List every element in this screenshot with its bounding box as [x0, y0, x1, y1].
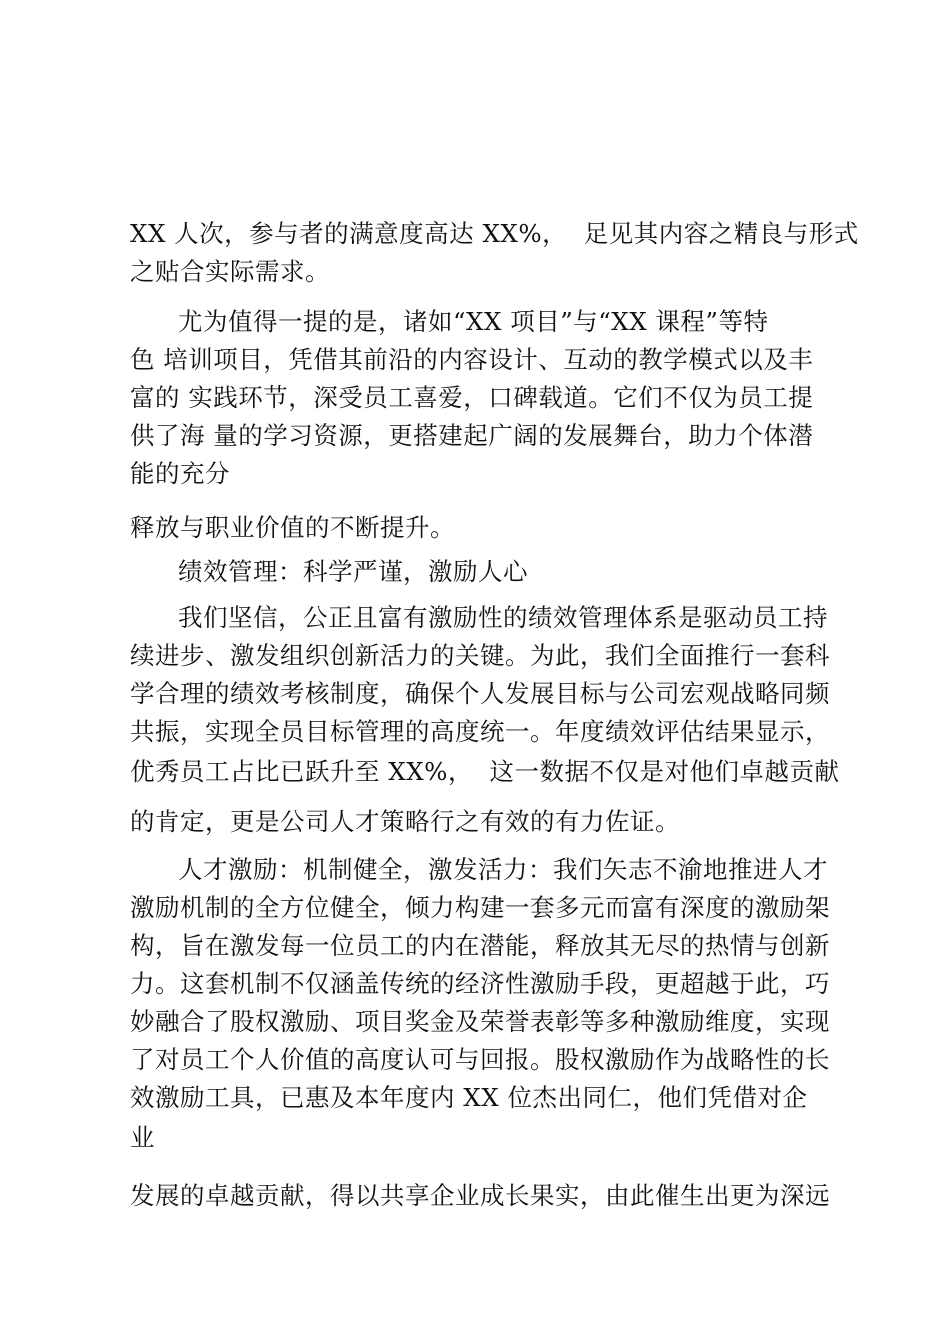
text-line: 效激励工具，已惠及本年度内 XX 位杰出同仁，他们凭借对企	[130, 1083, 808, 1112]
text-line: 学合理的绩效考核制度，确保个人发展目标与公司宏观战略同频	[130, 679, 830, 708]
text-line: 共振，实现全员目标管理的高度统一。年度绩效评估结果显示，	[130, 717, 830, 746]
section-heading: 绩效管理：科学严谨，激励人心	[178, 557, 528, 586]
text-line: 业	[130, 1123, 155, 1152]
text-line: 续进步、激发组织创新活力的关键。为此，我们全面推行一套科	[130, 641, 830, 670]
text-line: 了对员工个人价值的高度认可与回报。股权激励作为战略性的长	[130, 1045, 830, 1074]
text-line: 妙融合了股权激励、项目奖金及荣誉表彰等多种激励维度，实现	[130, 1007, 830, 1036]
text-line: 我们坚信，公正且富有激励性的绩效管理体系是驱动员工持	[178, 603, 828, 632]
text-line: 发展的卓越贡献，得以共享企业成长果实，由此催生出更为深远	[130, 1181, 830, 1210]
text-line: 优秀员工占比已跃升至 XX%， 这一数据不仅是对他们卓越贡献	[130, 757, 840, 786]
text-line: 之贴合实际需求。	[130, 257, 330, 286]
text-line: 释放与职业价值的不断提升。	[130, 513, 455, 542]
text-line: 人才激励：机制健全，激发活力：我们矢志不渝地推进人才	[178, 855, 828, 884]
text-line: 力。这套机制不仅涵盖传统的经济性激励手段，更超越于此，巧	[130, 969, 830, 998]
text-line: 尤为值得一提的是，诸如“XX 项目”与“XX 课程”等特	[178, 307, 769, 336]
text-line: 富的 实践环节，深受员工喜爱，口碑载道。它们不仅为员工提	[130, 383, 814, 412]
text-line: 色 培训项目，凭借其前沿的内容设计、互动的教学模式以及丰	[130, 345, 814, 374]
text-line: 能的充分	[130, 459, 230, 488]
text-line: 构，旨在激发每一位员工的内在潜能，释放其无尽的热情与创新	[130, 931, 830, 960]
text-line: 的肯定，更是公司人才策略行之有效的有力佐证。	[130, 807, 680, 836]
text-line: 供了海 量的学习资源，更搭建起广阔的发展舞台，助力个体潜	[130, 421, 814, 450]
text-line: 激励机制的全方位健全，倾力构建一套多元而富有深度的激励架	[130, 893, 830, 922]
text-line: XX 人次，参与者的满意度高达 XX%， 足见其内容之精良与形式	[130, 219, 859, 248]
